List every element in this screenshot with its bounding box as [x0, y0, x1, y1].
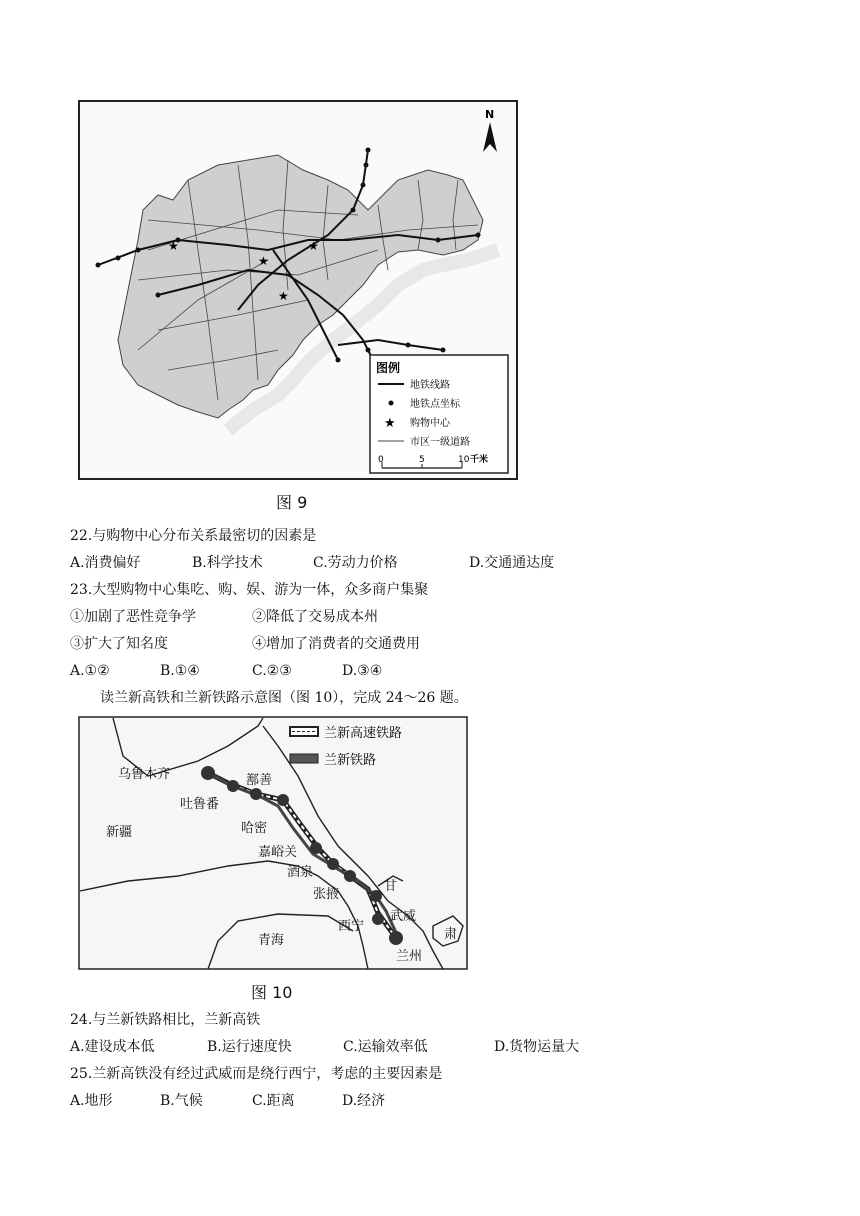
figure-9-caption: 图 9 [276, 493, 308, 512]
q23-stem: 23.大型购物中心集吃、购、娱、游为一体，众多商户集聚 [70, 582, 429, 598]
legend-title: 图例 [376, 361, 401, 375]
figure-10-map [78, 716, 468, 970]
svg-text:西宁: 西宁 [338, 919, 365, 934]
q23-statement-2: ②降低了交易成本州 [252, 609, 378, 625]
q23-statement-3: ③扩大了知名度 [70, 636, 168, 652]
svg-text:乌鲁木齐: 乌鲁木齐 [118, 767, 171, 782]
q25-stem: 25.兰新高铁没有经过武威而是绕行西宁，考虑的主要因素是 [70, 1066, 443, 1082]
q25-option-b[interactable]: B.气候 [160, 1093, 203, 1109]
q23-statement-1: ①加剧了恶性竞争学 [70, 609, 196, 625]
q22-option-a[interactable]: A.消费偏好 [70, 555, 141, 571]
svg-text:哈密: 哈密 [241, 821, 268, 836]
svg-text:★: ★ [384, 416, 396, 431]
svg-text:兰州: 兰州 [396, 949, 423, 964]
svg-text:肃: 肃 [444, 927, 458, 942]
figure-10 [78, 716, 468, 970]
q24-stem: 24.与兰新铁路相比，兰新高铁 [70, 1012, 261, 1028]
svg-text:★: ★ [168, 239, 179, 253]
legend-road: 市区一级道路 [410, 437, 470, 448]
figure-9-map [78, 100, 518, 482]
section-intro: 读兰新高铁和兰新铁路示意图（图 10），完成 24～26 题。 [100, 690, 468, 706]
svg-text:武威: 武威 [390, 909, 417, 924]
svg-text:酒泉: 酒泉 [287, 865, 314, 880]
q22-stem: 22.与购物中心分布关系最密切的因素是 [70, 528, 317, 544]
legend-metro-line: 地铁线路 [410, 380, 450, 391]
svg-text:10: 10 [458, 455, 470, 465]
q22-option-b[interactable]: B.科学技术 [192, 555, 263, 571]
svg-text:0: 0 [378, 455, 384, 465]
legend-railway: 兰新铁路 [324, 753, 377, 768]
q25-option-a[interactable]: A.地形 [70, 1093, 113, 1109]
q23-option-c[interactable]: C.②③ [252, 663, 292, 679]
legend-station: 地铁点坐标 [410, 399, 460, 410]
svg-text:5: 5 [419, 455, 425, 465]
svg-text:嘉峪关: 嘉峪关 [258, 845, 298, 860]
svg-text:★: ★ [258, 254, 269, 268]
q23-option-d[interactable]: D.③④ [342, 663, 383, 679]
q24-option-a[interactable]: A.建设成本低 [70, 1039, 155, 1055]
figure-10-caption: 图 10 [251, 983, 293, 1002]
svg-text:鄯善: 鄯善 [246, 773, 273, 788]
legend-shopping: 购物中心 [410, 418, 450, 429]
q24-option-d[interactable]: D.货物运量大 [494, 1039, 580, 1055]
svg-text:★: ★ [308, 239, 319, 253]
svg-text:N: N [485, 108, 495, 121]
q24-option-c[interactable]: C.运输效率低 [343, 1039, 428, 1055]
svg-text:甘: 甘 [384, 879, 398, 894]
q23-option-b[interactable]: B.①④ [160, 663, 200, 679]
svg-text:张掖: 张掖 [313, 887, 340, 902]
q23-option-a[interactable]: A.①② [70, 663, 110, 679]
svg-text:青海: 青海 [258, 933, 285, 948]
q22-option-c[interactable]: C.劳动力价格 [313, 555, 398, 571]
svg-text:新疆: 新疆 [106, 825, 133, 840]
q24-option-b[interactable]: B.运行速度快 [207, 1039, 292, 1055]
svg-text:吐鲁番: 吐鲁番 [180, 797, 220, 812]
q22-option-d[interactable]: D.交通通达度 [469, 555, 555, 571]
svg-text:千米: 千米 [470, 455, 489, 465]
q25-option-c[interactable]: C.距离 [252, 1093, 295, 1109]
figure-9 [78, 100, 518, 482]
q25-option-d[interactable]: D.经济 [342, 1093, 386, 1109]
legend-hsr: 兰新高速铁路 [324, 726, 403, 741]
q23-statement-4: ④增加了消费者的交通费用 [252, 636, 420, 652]
svg-text:★: ★ [278, 289, 289, 303]
